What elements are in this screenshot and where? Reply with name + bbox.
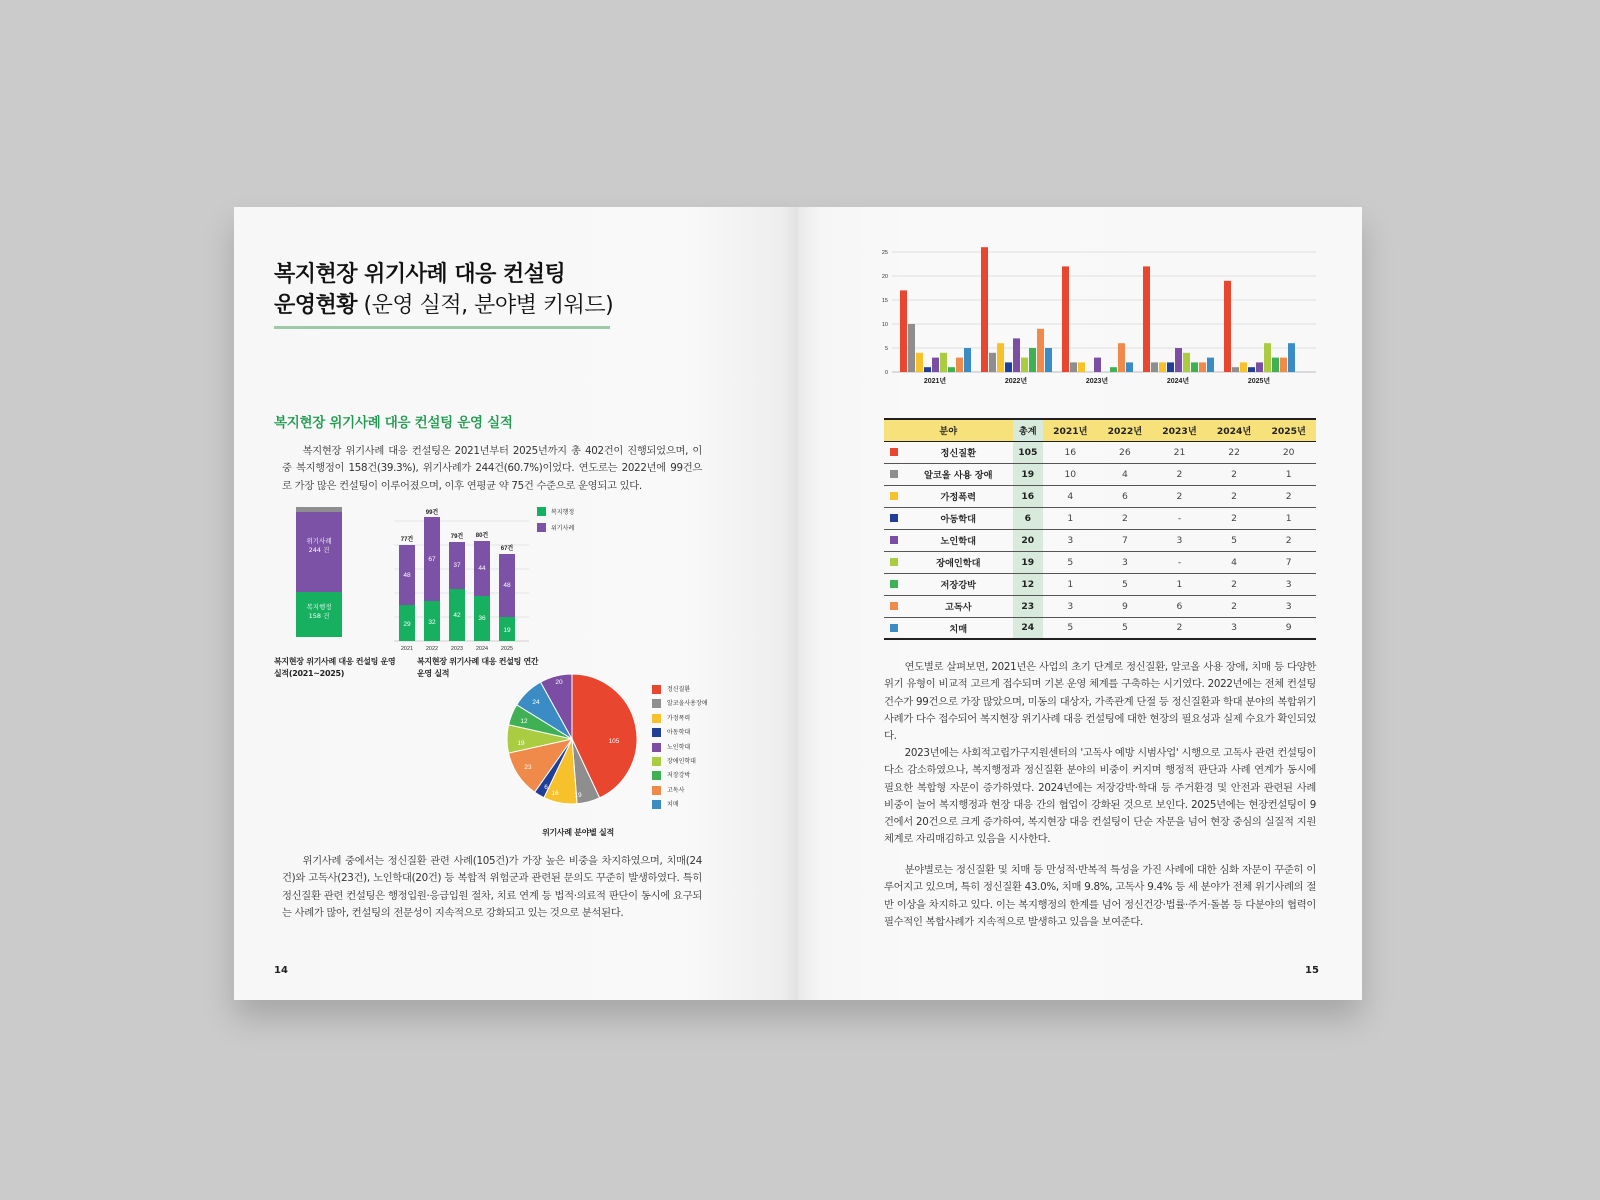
svg-text:24: 24 — [532, 699, 540, 706]
legend-item: 알코올사용장애 — [652, 697, 708, 711]
svg-text:20: 20 — [881, 274, 888, 280]
svg-text:6: 6 — [544, 784, 548, 791]
admin-label: 복지행정 158 건 — [306, 603, 332, 620]
svg-text:48: 48 — [403, 572, 411, 579]
svg-text:2025년: 2025년 — [1247, 378, 1271, 385]
color-swatch — [890, 514, 898, 522]
svg-text:25: 25 — [881, 250, 888, 256]
table-row: 알코올 사용 장애 19 10 4 2 2 1 — [884, 463, 1316, 485]
svg-text:5: 5 — [884, 346, 888, 352]
left-page — [234, 207, 798, 1000]
legend-item: 장애인학대 — [652, 755, 708, 769]
table-row: 가정폭력 16 4 6 2 2 2 — [884, 485, 1316, 507]
svg-text:80건: 80건 — [475, 533, 489, 539]
field-analysis-paragraph: 분야별로는 정신질환 및 치매 등 만성적·반복적 특성을 가진 사례에 대한 심화 자문이 꾸준히 이루어지고 있으며, 특히 정신질환 43.0%, 치매 9.8%, 고독사 9.4% 등 세 분야가 전체 위기사례의 절반 이상을 차지하고 있다. 이는 복지행정의 한계를 넘어 정신건강·법률·주거·돌봄 등 다분야의 협력이 필수적인 복합사례가 지속적으로 발생하고 있음을 보여준다. — [884, 864, 1316, 928]
legend-item: 정신질환 — [652, 683, 708, 697]
title-underline — [274, 326, 610, 329]
color-swatch — [890, 602, 898, 610]
table-row: 정신질환 105 16 26 21 22 20 — [884, 441, 1316, 463]
svg-text:19: 19 — [517, 740, 525, 747]
table-row: 장애인학대 19 5 3 - 4 7 — [884, 551, 1316, 573]
col-header-2023: 2023년 — [1152, 419, 1207, 441]
svg-text:15: 15 — [881, 298, 888, 304]
svg-text:2022: 2022 — [425, 646, 439, 652]
svg-text:19: 19 — [574, 792, 582, 799]
table-row: 아동학대 6 1 2 - 2 1 — [884, 507, 1316, 529]
svg-text:2023: 2023 — [450, 646, 464, 652]
svg-text:105: 105 — [608, 738, 620, 745]
svg-text:23: 23 — [524, 764, 532, 771]
crisis-label: 위기사례 244 건 — [306, 537, 332, 554]
color-swatch — [890, 536, 898, 544]
svg-text:16: 16 — [551, 790, 559, 797]
svg-text:77건: 77건 — [400, 537, 414, 543]
yearly-stacked-bar-chart — [394, 507, 594, 657]
svg-text:10: 10 — [881, 322, 888, 328]
svg-text:67건: 67건 — [500, 546, 514, 552]
caption-pie-chart: 위기사례 분야별 실적 — [542, 828, 614, 837]
table-row: 노인학대 20 3 7 3 5 2 — [884, 529, 1316, 551]
svg-text:2021: 2021 — [400, 646, 414, 652]
svg-text:48: 48 — [503, 582, 511, 589]
svg-text:42: 42 — [453, 612, 461, 619]
col-header-2024: 2024년 — [1207, 419, 1262, 441]
legend-item: 노인학대 — [652, 741, 708, 755]
svg-text:20: 20 — [555, 679, 563, 686]
svg-text:29: 29 — [403, 621, 411, 628]
table-row: 저장강박 12 1 5 1 2 3 — [884, 573, 1316, 595]
yearly-field-bar-chart — [878, 245, 1318, 395]
book-spread — [234, 207, 1362, 1000]
intro-paragraph: 복지현장 위기사례 대응 컨설팅은 2021년부터 2025년까지 총 402건이 진행되었으며, 이 중 복지행정이 158건(39.3%), 위기사례가 244건(60.7%)이었다. 연도로는 2022년에 99건으로 가장 많은 컨설팅이 이루어졌으며, 이후 연평균 약 75건 수준으로 운영되고 있다. — [282, 445, 702, 492]
legend-item: 고독사 — [652, 784, 708, 798]
legend-item: 치매 — [652, 798, 708, 812]
total-stacked-bar-chart — [274, 507, 384, 642]
svg-text:12: 12 — [520, 718, 528, 725]
col-header-2022: 2022년 — [1098, 419, 1153, 441]
col-header-2025: 2025년 — [1261, 419, 1316, 441]
pie-analysis-paragraph: 위기사례 중에서는 정신질환 관련 사례(105건)가 가장 높은 비중을 차지하였으며, 치매(24건)와 고독사(23건), 노인학대(20건) 등 복합적 위험군과 관련된 문의도 꾸준히 발생하였다. 특히 정신질환 관련 컨설팅은 행정입원·응급입원 절차, 치료 연계 등 법적·의료적 판단이 동시에 요구되는 사례가 많아, 컨설팅의 전문성이 지속적으로 강화되고 있는 것으로 분석된다. — [282, 855, 702, 919]
svg-text:2024: 2024 — [475, 646, 489, 652]
legend-item: 저장강박 — [652, 769, 708, 783]
col-header-2021: 2021년 — [1043, 419, 1098, 441]
color-swatch — [890, 492, 898, 500]
color-swatch — [890, 558, 898, 566]
page-title: 복지현장 위기사례 대응 컨설팅 운영현황 (운영 실적, 분야별 키워드) — [274, 262, 614, 318]
table-row: 고독사 23 3 9 6 2 3 — [884, 595, 1316, 617]
svg-text:19: 19 — [503, 627, 511, 634]
legend-crisis: 위기사례 — [551, 525, 575, 532]
legend-item: 아동학대 — [652, 726, 708, 740]
legend-admin: 복지행정 — [551, 509, 575, 516]
svg-text:0: 0 — [884, 370, 888, 376]
page-number-right: 15 — [1305, 965, 1319, 976]
table-row: 치매 24 5 5 2 3 9 — [884, 617, 1316, 639]
page-number-left: 14 — [274, 965, 288, 976]
svg-text:2021년: 2021년 — [923, 378, 947, 385]
field-yearly-table — [884, 418, 1316, 640]
yearly-analysis-paragraph-2: 2023년에는 사회적고립가구지원센터의 '고독사 예방 시범사업' 시행으로 고독사 관련 컨설팅이 다소 감소하였으나, 복지행정과 정신질환 분야의 비중이 커지며 행정적 판단과 사례 연계가 동시에 필요한 복합형 자문이 증가하였다. 2024년에는 저장강박·학대 등 주거환경 및 안전과 관련된 사례 비중이 늘어 복지행정과 현장 대응 간의 협업이 강화된 것으로 보인다. 2025년에는 현장컨설팅이 9건에서 20건으로 크게 증가하여, 복지현장 대응 컨설팅이 단순 자문을 넘어 현장 중심의 실질적 지원 체계로 자리매김하고 있음을 시사한다. — [884, 747, 1316, 846]
svg-text:2024년: 2024년 — [1166, 378, 1190, 385]
svg-text:44: 44 — [478, 565, 486, 572]
svg-text:2023년: 2023년 — [1085, 378, 1109, 385]
legend-item: 가정폭력 — [652, 712, 708, 726]
svg-text:2025: 2025 — [500, 646, 514, 652]
crisis-field-pie-chart — [502, 669, 642, 809]
table-header-row — [884, 419, 1316, 441]
col-header-total: 총계 — [1013, 419, 1043, 441]
color-swatch — [890, 470, 898, 478]
section-heading: 복지현장 위기사례 대응 컨설팅 운영 실적 — [274, 415, 513, 431]
caption-yearly-chart: 복지현장 위기사례 대응 컨설팅 연간 운영 실적 — [417, 657, 539, 678]
pie-legend — [652, 683, 708, 813]
svg-text:36: 36 — [478, 615, 486, 622]
svg-text:32: 32 — [428, 619, 436, 626]
yearly-analysis-paragraph: 연도별로 살펴보면, 2021년은 사업의 초기 단계로 정신질환, 알코올 사용 장애, 치매 등 다양한 위기 유형이 비교적 고르게 접수되며 기본 운영 체계를 구축하는 시기였다. 2022년에는 전체 컨설팅 건수가 99건으로 가장 많았으며, 미동의 대상자, 가족관계 단절 등 정신질환과 학대 분야의 복합위기 사례가 다수 접수되어 복지현장 위기사례 대응 컨설팅에 대한 현장의 필요성과 실제 수요가 확인되었다. — [884, 661, 1316, 743]
svg-text:67: 67 — [428, 556, 436, 563]
color-swatch — [890, 624, 898, 632]
color-swatch — [890, 580, 898, 588]
svg-text:79건: 79건 — [450, 534, 464, 540]
color-swatch — [890, 448, 898, 456]
caption-total-chart: 복지현장 위기사례 대응 컨설팅 운영 실적(2021~2025) — [274, 657, 396, 678]
svg-text:37: 37 — [453, 562, 461, 569]
svg-text:99건: 99건 — [425, 510, 439, 516]
right-page — [798, 207, 1362, 1000]
svg-text:2022년: 2022년 — [1004, 378, 1028, 385]
col-header-field: 분야 — [884, 419, 1013, 441]
